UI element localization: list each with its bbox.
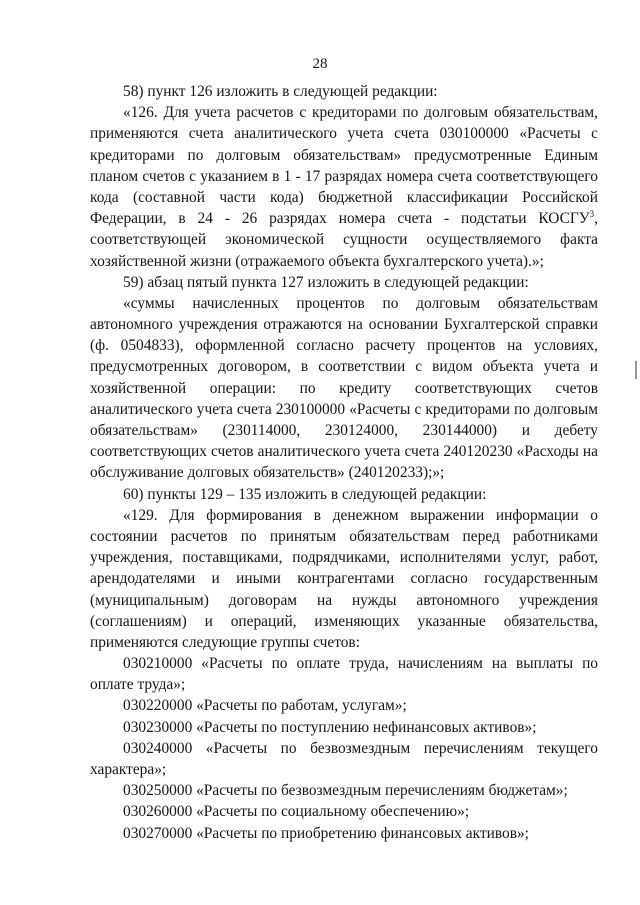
text-line: «126. Для учета расчетов с кредиторами по долговым обязательствам, xyxy=(123,104,598,122)
text-line: 030270000 «Расчеты по приобретению финансовых активов»; xyxy=(123,824,529,842)
text-line: (муниципальным) договорам на нужды автономного учреждения xyxy=(90,591,598,609)
text-line-comma: , xyxy=(594,210,598,228)
text-line: соответствующей экономической сущности осуществляемого факта xyxy=(90,231,598,249)
text-line: хозяйственной операции: по кредиту соответствующих счетов xyxy=(90,379,598,397)
text-line: 030210000 «Расчеты по оплате труда, начислениям на выплаты по xyxy=(123,655,598,673)
text-line: кода (составной части кода) бюджетной классификации Российской xyxy=(90,188,598,206)
text-line: 030260000 «Расчеты по социальному обеспечению»; xyxy=(123,803,470,821)
text-line: «суммы начисленных процентов по долговым обязательствам xyxy=(123,294,598,312)
text-line: 030250000 «Расчеты по безвозмездным перечислениям бюджетам»; xyxy=(123,782,568,800)
footnote-mark: 3 xyxy=(589,209,595,219)
text-line-segment: Федерации, в 24 - 26 разрядах номера счета - подстатьи КОСГУ xyxy=(90,210,590,228)
text-line: автономного учреждения отражаются на основании Бухгалтерской справки xyxy=(90,316,598,334)
text-line: 60) пункты 129 – 135 изложить в следующей редакции: xyxy=(123,485,487,503)
text-line: состоянии расчетов по принятым обязательствам перед работниками xyxy=(90,527,598,545)
text-line: кредиторами по долговым обязательствам» предусмотренные Единым xyxy=(90,146,598,164)
text-line: (ф. 0504833), оформленной согласно расчету процентов на условиях, xyxy=(90,337,598,355)
text-line: 58) пункт 126 изложить в следующей редакции: xyxy=(123,83,438,100)
scan-artifact xyxy=(635,361,637,379)
text-line-with-footnote xyxy=(90,208,598,229)
page-number: 28 xyxy=(312,56,328,72)
text-line: «129. Для формирования в денежном выражении информации о xyxy=(123,506,598,524)
text-line: 59) абзац пятый пункта 127 изложить в следующей редакции: xyxy=(123,273,529,291)
text-line: хозяйственной жизни (отражаемого объекта бухгалтерского учета).»; xyxy=(90,252,544,270)
text-line: аналитического учета счета 230100000 «Расчеты с кредиторами по долговым xyxy=(90,400,598,418)
text-line: учреждения, поставщиками, подрядчиками, исполнителями услуг, работ, xyxy=(90,549,598,567)
text-line: обслуживание долговых обязательств» (240120233);»; xyxy=(90,464,445,482)
text-line: планом счетов с указанием в 1 - 17 разрядах номера счета соответствующего xyxy=(90,167,598,185)
text-line: обязательствам» (230114000, 230124000, 230144000) и дебету xyxy=(90,422,598,439)
text-line: применяются следующие группы счетов: xyxy=(90,633,360,651)
text-line: 030230000 «Расчеты по поступлению нефинансовых активов»; xyxy=(123,718,537,736)
document-body xyxy=(90,81,598,844)
text-line: арендодателями и иными контрагентами согласно государственным xyxy=(90,570,598,588)
text-line: 030240000 «Расчеты по безвозмездным перечислениям текущего xyxy=(123,739,598,757)
text-line: (соглашениям) и операций, изменяющих указанные обязательства, xyxy=(90,612,598,630)
text-line: предусмотренных договором, в соответствии с видом объекта учета и xyxy=(90,358,598,376)
text-line: 030220000 «Расчеты по работам, услугам»; xyxy=(123,697,407,715)
text-line: характера»; xyxy=(90,761,167,778)
text-line: оплате труда»; xyxy=(90,676,186,694)
text-line: применяются счета аналитического учета счета 030100000 «Расчеты с xyxy=(90,125,598,143)
text-line: соответствующих счетов аналитического учета счета 240120230 «Расходы на xyxy=(90,443,598,461)
